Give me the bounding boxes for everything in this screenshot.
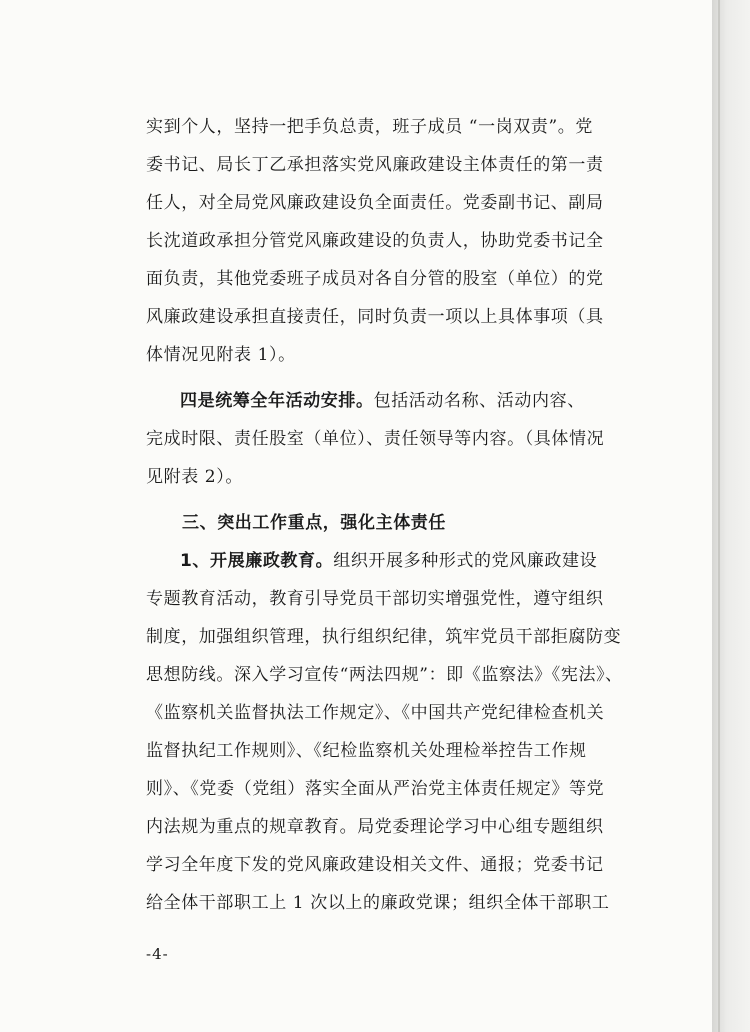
paragraph-lead-text: 包括活动名称、活动内容、 [373,391,585,411]
text-line: 任人，对全局党风廉政建设负全面责任。党委副书记、副局 [146,193,604,213]
page-number: -4- [146,945,169,963]
paragraph-lead-line [146,542,646,580]
document-body [146,108,646,922]
text-line: 完成时限、责任股室（单位）、责任领导等内容。（具体情况 [146,429,605,449]
text-line: 内法规为重点的规章教育。局党委理论学习中心组专题组织 [146,817,604,837]
text-line: 见附表 2）。 [146,467,243,487]
text-line: 《监察机关监督执法工作规定》、《中国共产党纪律检查机关 [146,703,605,723]
text-line: 体情况见附表 1）。 [146,345,296,365]
paragraph-lead-text: 组织开展多种形式的党风廉政建设 [333,551,598,571]
scan-edge [712,0,750,1032]
section-heading: 三、突出工作重点，强化主体责任 [182,513,446,533]
text-line: 学习全年度下发的党风廉政建设相关文件、通报；党委书记 [146,855,604,875]
paragraph-lead-bold: 1、开展廉政教育。 [180,551,334,571]
text-line: 委书记、局长丁乙承担落实党风廉政建设主体责任的第一责 [146,155,604,175]
text-line: 面负责，其他党委班子成员对各自分管的股室（单位）的党 [146,269,604,289]
paragraph-lead-line [146,382,646,420]
text-line: 则》、《党委（党组）落实全面从严治党主体责任规定》等党 [146,779,605,799]
text-line: 风廉政建设承担直接责任，同时负责一项以上具体事项（具 [146,307,604,327]
text-line: 制度，加强组织管理，执行组织纪律，筑牢党员干部拒腐防变 [146,627,622,647]
text-line: 给全体干部职工上 1 次以上的廉政党课；组织全体干部职工 [146,893,610,913]
text-line: 监督执纪工作规则》、《纪检监察机关处理检举控告工作规 [146,741,587,761]
text-line: 专题教育活动，教育引导党员干部切实增强党性，遵守组织 [146,589,604,609]
text-line: 长沈道政承担分管党风廉政建设的负责人，协助党委书记全 [146,231,604,251]
paragraph-lead-bold: 四是统筹全年活动安排。 [180,391,374,411]
text-line: 思想防线。深入学习宣传“两法四规”：即《监察法》《宪法》、 [146,665,623,685]
text-line: 实到个人，坚持一把手负总责，班子成员 “一岗双责”。党 [146,117,593,137]
